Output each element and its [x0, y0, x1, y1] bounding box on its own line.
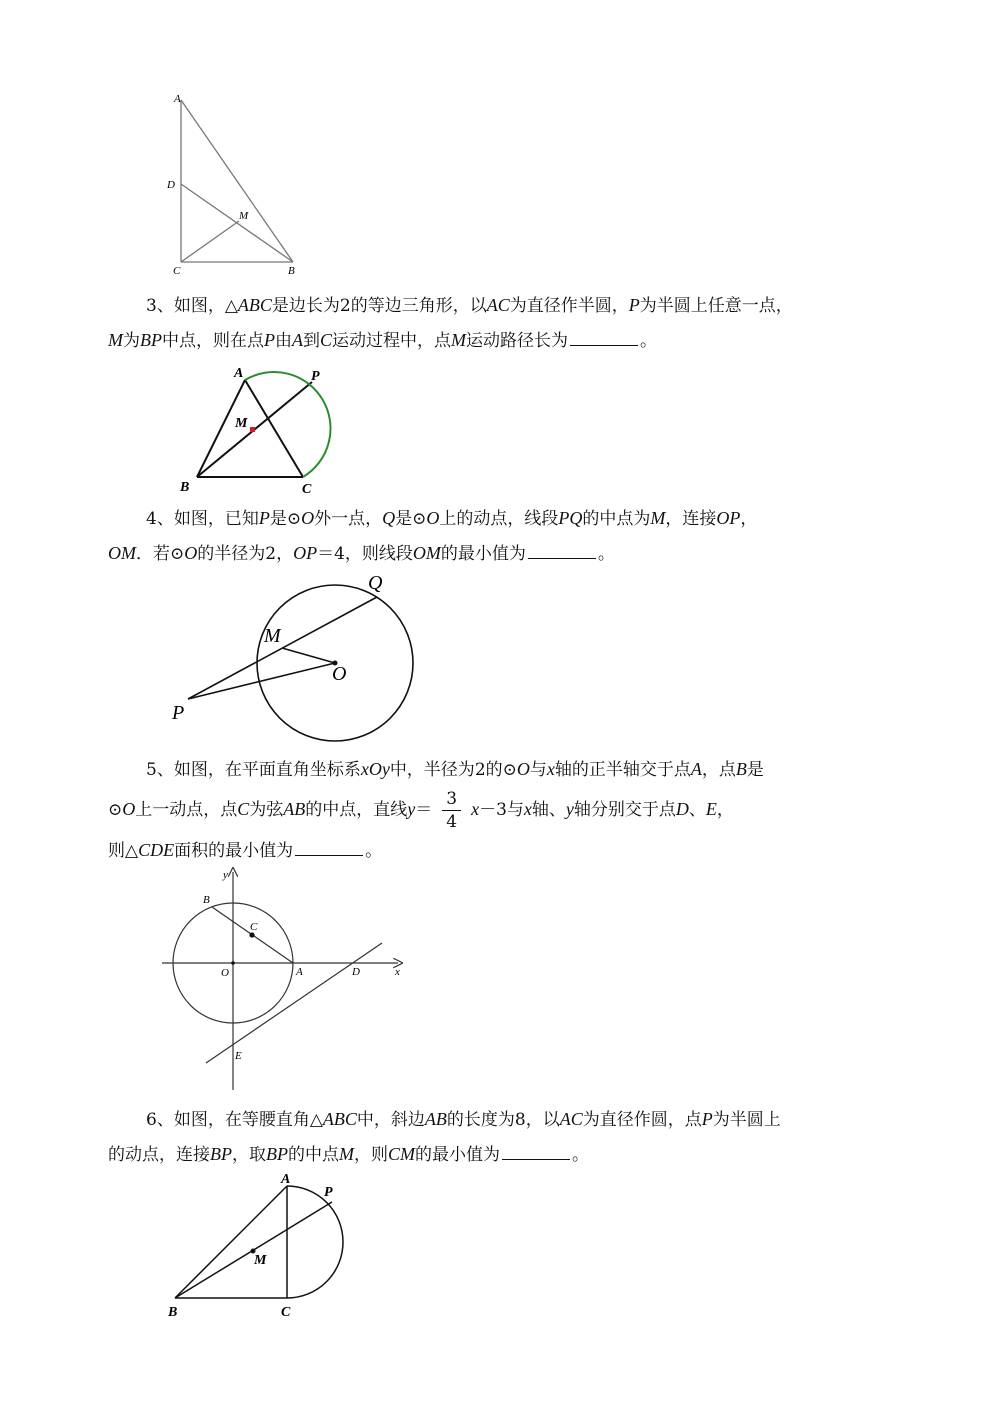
question-4: [108, 501, 908, 571]
question-5-line-2: ⊙O上一动点，点C为弦AB的中点，直线y＝ $\frac{3}{4}$ x－3与x轴、y轴分别交于点D、E，: [108, 789, 734, 832]
question-5-line-1: 5、如图，在平面直角坐标系xOy中，半径为2的⊙O与x轴的正半轴交于点A，点B是: [146, 759, 764, 780]
figure-q4-circle: [160, 570, 430, 750]
question-5-line-3: 则△CDE面积的最小值为 。: [108, 840, 383, 861]
question-5: [108, 752, 908, 868]
fig1-segment-cm: [181, 221, 239, 262]
q5-label-y: y: [223, 869, 228, 881]
answer-blank[interactable]: [528, 557, 596, 559]
q5-label-b: B: [203, 894, 210, 906]
q3-label-b: B: [180, 480, 190, 495]
answer-blank[interactable]: [295, 854, 363, 856]
q5-point-o: [231, 961, 235, 965]
fig1-label-b: B: [288, 265, 295, 277]
q6-label-p: P: [324, 1185, 333, 1200]
q5-label-o: O: [221, 967, 229, 979]
answer-blank[interactable]: [570, 344, 638, 346]
fraction-three-quarters: $\frac{3}{4}$: [442, 788, 461, 833]
fig1-label-m: M: [239, 210, 249, 222]
q5-label-a: A: [296, 966, 303, 978]
fig1-side-ab: [181, 100, 293, 262]
answer-blank[interactable]: [502, 1158, 570, 1160]
q4-label-p: P: [172, 702, 185, 724]
figure-q6-isosceles: [160, 1168, 360, 1328]
q3-semicircle-arc: [245, 372, 331, 477]
q6-semicircle-arc: [287, 1186, 343, 1298]
q5-label-x: x: [395, 966, 400, 978]
figure-q5-coordinate: [158, 866, 408, 1096]
q6-label-b: B: [168, 1305, 178, 1320]
q3-label-m: M: [235, 416, 248, 431]
q5-line-de: [206, 943, 382, 1063]
q5-point-c: [249, 932, 254, 937]
q4-segment-op: [188, 663, 335, 699]
figure-q3-semicircle: [170, 360, 350, 500]
q4-label-o: O: [332, 663, 347, 685]
fig1-label-d: D: [167, 179, 175, 191]
q6-label-c: C: [281, 1305, 291, 1320]
q6-label-a: A: [281, 1172, 291, 1187]
q6-side-ab: [175, 1186, 287, 1298]
question-3: [108, 288, 908, 358]
q3-label-p: P: [311, 369, 320, 384]
question-3-text: 3、如图，△ABC是边长为2的等边三角形，以AC为直径作半圆，P为半圆上任意一点， M为BP中点，则在点P由A到C运动过程中，点M运动路径长为 。: [108, 295, 793, 351]
q4-label-q: Q: [368, 572, 383, 594]
question-6: [108, 1102, 908, 1172]
q3-label-c: C: [302, 482, 312, 497]
fig1-label-a: A: [174, 93, 181, 105]
q3-label-a: A: [234, 366, 244, 381]
fig1-label-c: C: [173, 265, 181, 277]
question-6-text: 6、如图，在等腰直角△ABC中，斜边AB的长度为8，以AC为直径作圆，点P为半圆上 的动点，连接BP，取BP的中点M，则CM的最小值为 。: [108, 1109, 781, 1165]
q4-segment-om: [282, 648, 335, 663]
q4-label-m: M: [264, 625, 281, 647]
figure-1-triangle: [160, 88, 310, 280]
q3-midpoint-m: [250, 427, 255, 432]
q5-label-d: D: [352, 966, 360, 978]
question-4-text: 4、如图，已知P是⊙O外一点，Q是⊙O上的动点，线段PQ的中点为M，连接OP， OM．若⊙O的半径为2，OP＝4，则线段OM的最小值为 。: [108, 508, 758, 564]
q6-label-m: M: [254, 1253, 267, 1268]
q5-label-c: C: [250, 921, 258, 933]
q5-label-e: E: [235, 1050, 242, 1062]
